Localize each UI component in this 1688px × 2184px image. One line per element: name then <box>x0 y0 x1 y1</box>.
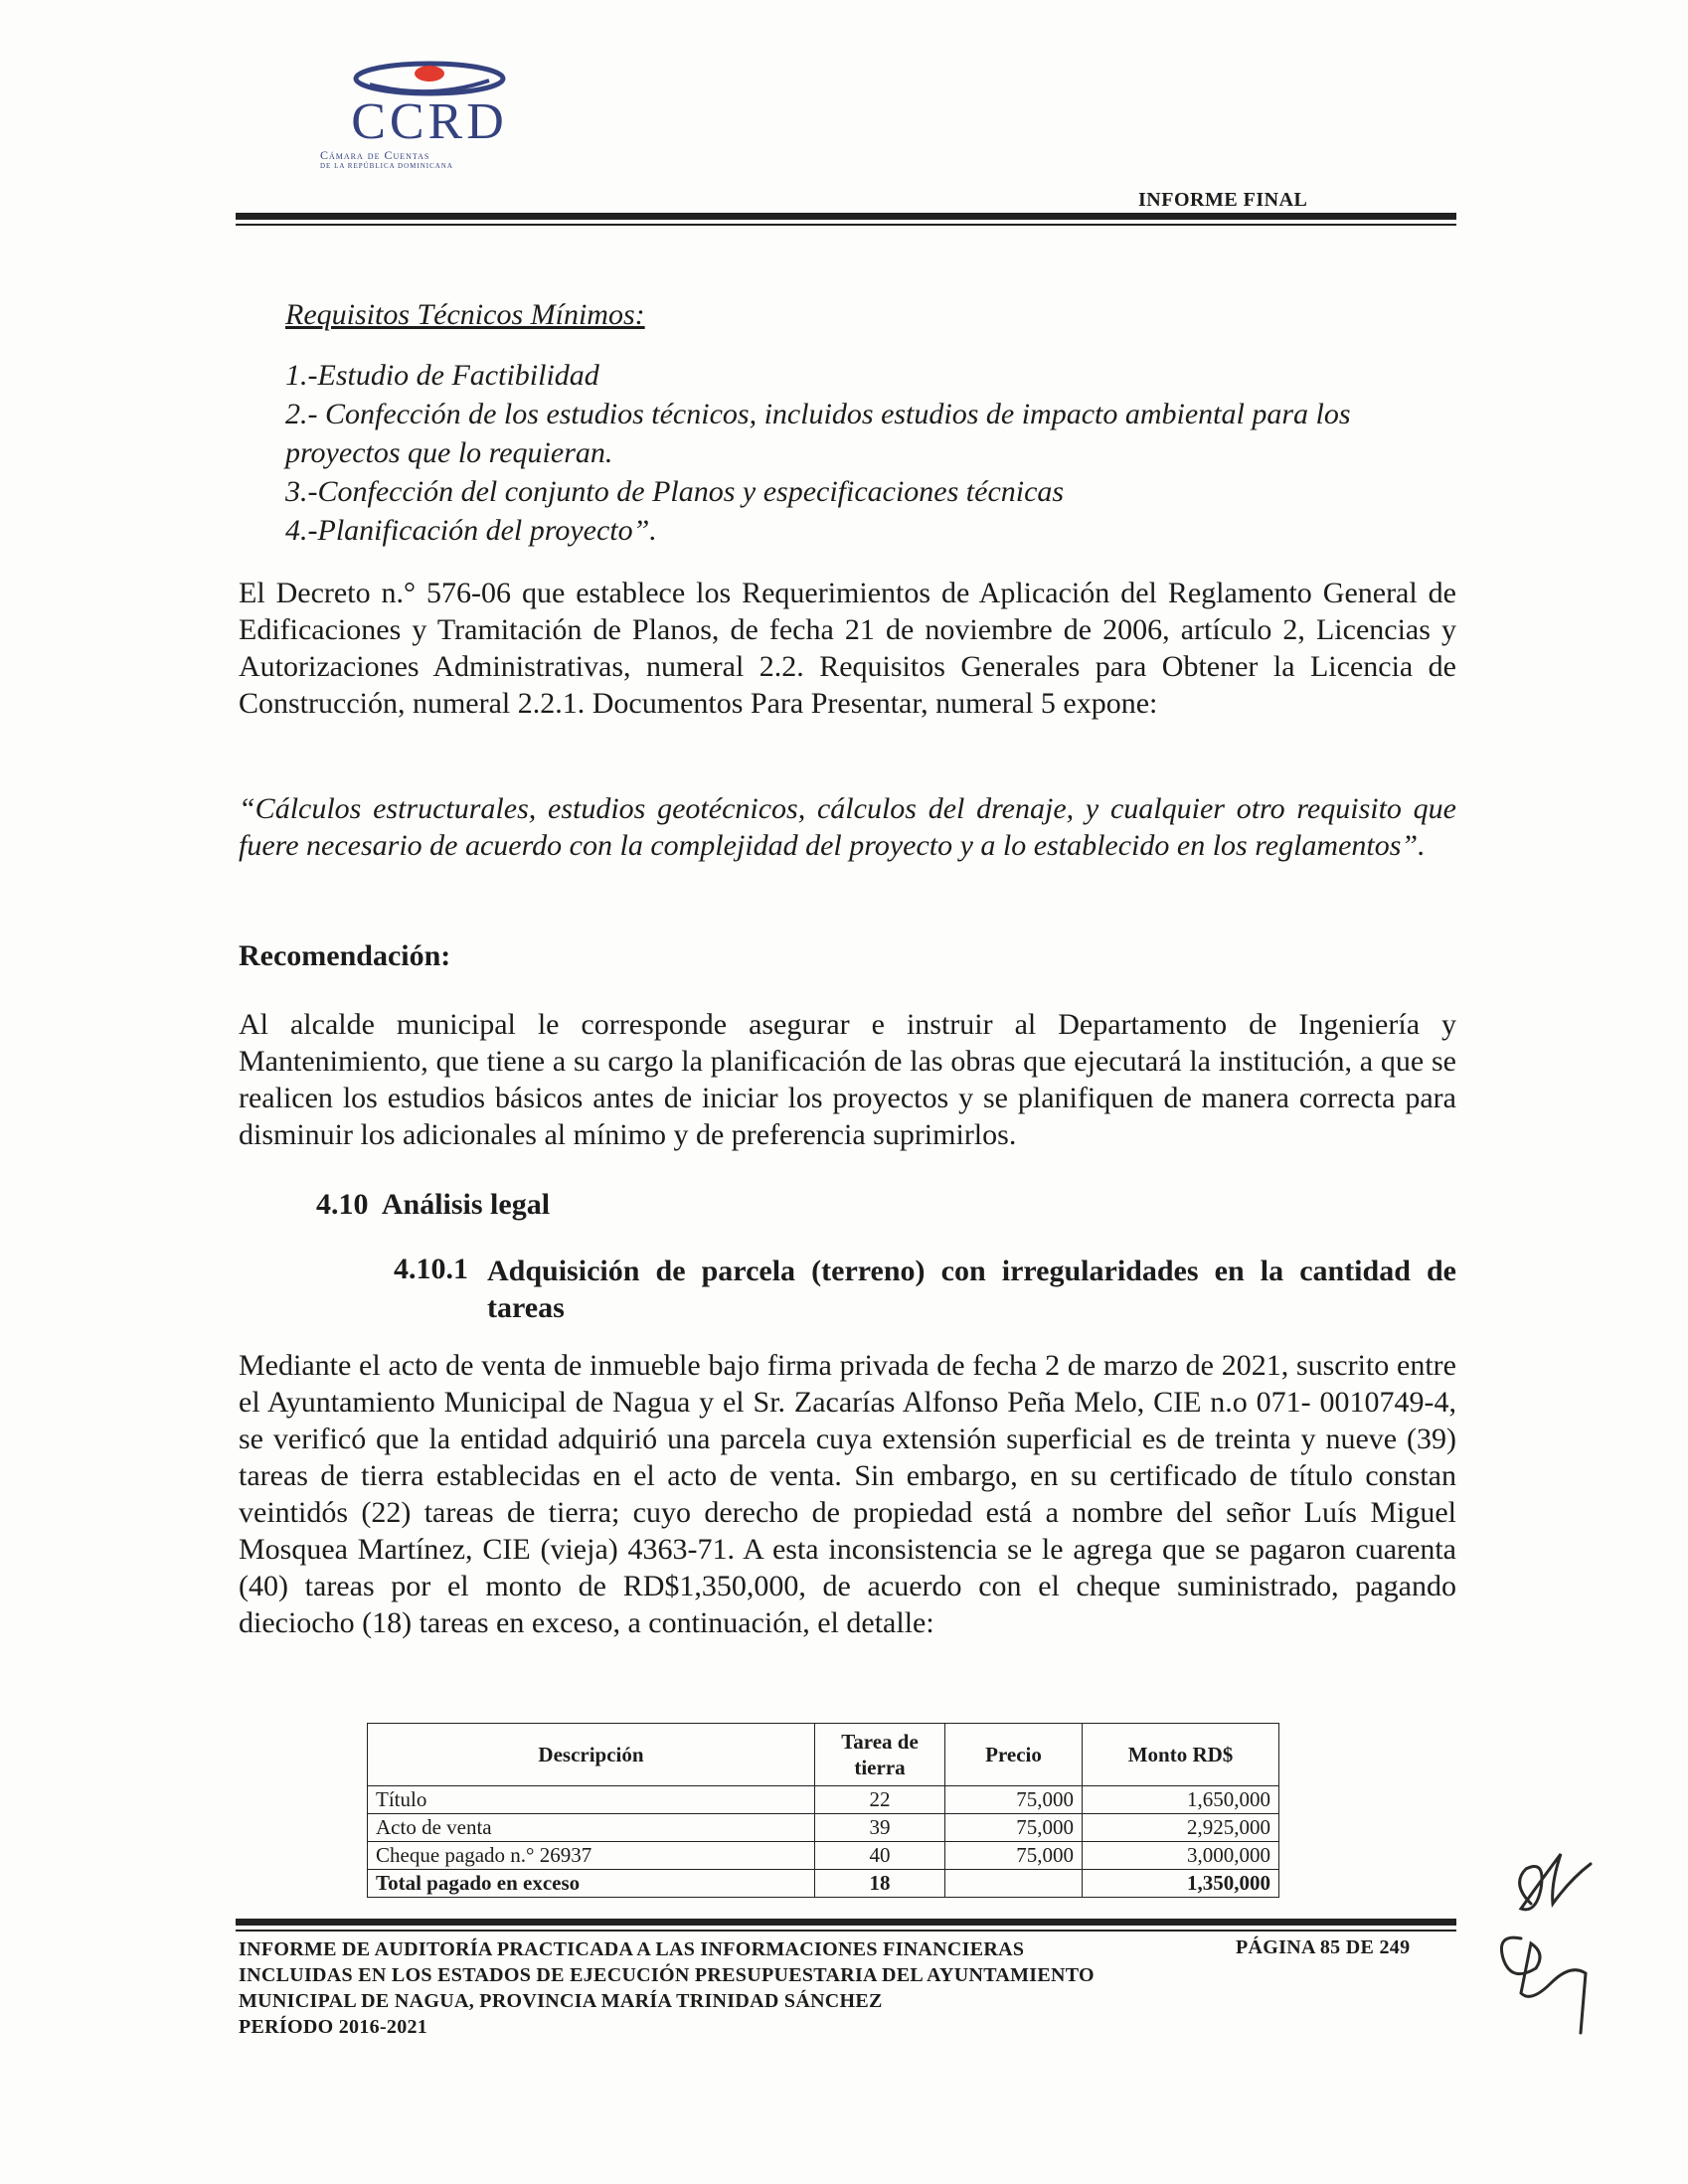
column-header: Precio <box>945 1724 1083 1786</box>
table-row <box>368 1842 1279 1870</box>
cell-precio: 75,000 <box>945 1814 1083 1842</box>
column-header: Tarea de tierra <box>815 1724 945 1786</box>
footer-line: INFORME DE AUDITORÍA PRACTICADA A LAS INFORMACIONES FINANCIERAS <box>239 1938 1025 1960</box>
cell-precio: 75,000 <box>945 1842 1083 1870</box>
column-header: Monto RD$ <box>1083 1724 1279 1786</box>
footer-rule-thin <box>236 1930 1456 1932</box>
header-rule <box>236 213 1456 220</box>
footer-report-title <box>239 1936 1193 2040</box>
requisito-item: 2.- Confección de los estudios técnicos, incluidos estudios de impacto ambiental para los proyectos que lo requieran. <box>285 398 1351 469</box>
header-rule-thin <box>236 224 1456 226</box>
requisitos-title: Requisitos Técnicos Mínimos: <box>285 298 645 331</box>
paragraph-decreto: El Decreto n.° 576-06 que establece los Requerimientos de Aplicación del Reglamento General de Edificaciones y Tramitación de Planos, de fecha 21 de noviembre de 2006, artículo 2, Licencias y Autorizaciones Administrativas, numeral 2.2. Requisitos Generales para Obtener la Licencia de Construcción, numeral 2.2.1. Documentos Para Presentar, numeral 5 expone: <box>239 577 1456 720</box>
cell-tareas: 22 <box>815 1786 945 1814</box>
table-header-row <box>368 1724 1279 1786</box>
logo-subtitle-2: DE LA REPÚBLICA DOMINICANA <box>320 162 453 170</box>
ccrd-logo <box>310 55 569 174</box>
logo-subtitle: Cámara de Cuentas <box>320 148 430 162</box>
header-title: INFORME FINAL <box>1138 189 1308 211</box>
signature-initials-icon <box>1491 1844 1601 2043</box>
cell-total-precio <box>945 1870 1083 1898</box>
page-number: PÁGINA 85 DE 249 <box>1236 1936 1411 1958</box>
table-total-row <box>368 1870 1279 1898</box>
section-heading-4-10: 4.10 Análisis legal <box>316 1188 551 1221</box>
cell-precio: 75,000 <box>945 1786 1083 1814</box>
section-number-4-10-1: 4.10.1 <box>394 1253 468 1285</box>
tareas-table <box>367 1723 1279 1898</box>
quote-block: “Cálculos estructurales, estudios geotécnicos, cálculos del drenaje, y cualquier otro requisito que fuere necesario de acuerdo con la complejidad del proyecto y a lo establecido en los reglamentos”. <box>239 792 1456 862</box>
cell-descripcion: Cheque pagado n.° 26937 <box>368 1842 815 1870</box>
section-title-4-10-1: Adquisición de parcela (terreno) con irregularidades en la cantidad de tareas <box>487 1255 1456 1324</box>
table-row <box>368 1814 1279 1842</box>
requisito-item: 1.-Estudio de Factibilidad <box>285 359 599 392</box>
footer-line: PERÍODO 2016-2021 <box>239 2016 428 2038</box>
recomendacion-heading: Recomendación: <box>239 939 451 972</box>
cell-total-tareas: 18 <box>815 1870 945 1898</box>
paragraph-venta: Mediante el acto de venta de inmueble bajo firma privada de fecha 2 de marzo de 2021, suscrito entre el Ayuntamiento Municipal de Nagua y el Sr. Zacarías Alfonso Peña Melo, CIE n.o 071- 0010749-4, se verificó que la entidad adquirió una parcela cuya extensión superficial es de treinta y nueve (39) tareas de tierra establecidas en el acto de venta. Sin embargo, en su certificado de título constan veintidós (22) tareas de tierra; cuyo derecho de propiedad está a nombre del señor Luís Miguel Mosquea Martínez, CIE (vieja) 4363-71. A esta inconsistencia se le agrega que se pagaron cuarenta (40) tareas por el monto de RD$1,350,000, de acuerdo con el cheque suministrado, pagando dieciocho (18) tareas en exceso, a continuación, el detalle: <box>239 1349 1456 1639</box>
requisitos-list <box>285 356 1458 550</box>
footer-rule <box>236 1919 1456 1926</box>
footer-line: INCLUIDAS EN LOS ESTADOS DE EJECUCIÓN PRESUPUESTARIA DEL AYUNTAMIENTO <box>239 1964 1095 1986</box>
cell-total-descripcion: Total pagado en exceso <box>368 1870 815 1898</box>
cell-tareas: 40 <box>815 1842 945 1870</box>
cell-descripcion: Acto de venta <box>368 1814 815 1842</box>
cell-monto: 1,650,000 <box>1083 1786 1279 1814</box>
requisito-item: 4.-Planificación del proyecto”. <box>285 514 657 547</box>
cell-tareas: 39 <box>815 1814 945 1842</box>
requisito-item: 3.-Confección del conjunto de Planos y especificaciones técnicas <box>285 475 1065 508</box>
column-header: Descripción <box>368 1724 815 1786</box>
cell-monto: 2,925,000 <box>1083 1814 1279 1842</box>
footer-line: MUNICIPAL DE NAGUA, PROVINCIA MARÍA TRINIDAD SÁNCHEZ <box>239 1990 883 2012</box>
cell-descripcion: Título <box>368 1786 815 1814</box>
cell-total-monto: 1,350,000 <box>1083 1870 1279 1898</box>
cell-monto: 3,000,000 <box>1083 1842 1279 1870</box>
table-row <box>368 1786 1279 1814</box>
recomendacion-text: Al alcalde municipal le corresponde asegurar e instruir al Departamento de Ingeniería y Mantenimiento, que tiene a su cargo la planificación de las obras que ejecutará la institución, a que se realicen los estudios básicos antes de iniciar los proyectos y se planifiquen de manera correcta para disminuir los adicionales al mínimo y de preferencia suprimirlos. <box>239 1008 1456 1151</box>
logo-emblem-icon <box>350 55 509 98</box>
logo-acronym: CCRD <box>351 93 508 150</box>
